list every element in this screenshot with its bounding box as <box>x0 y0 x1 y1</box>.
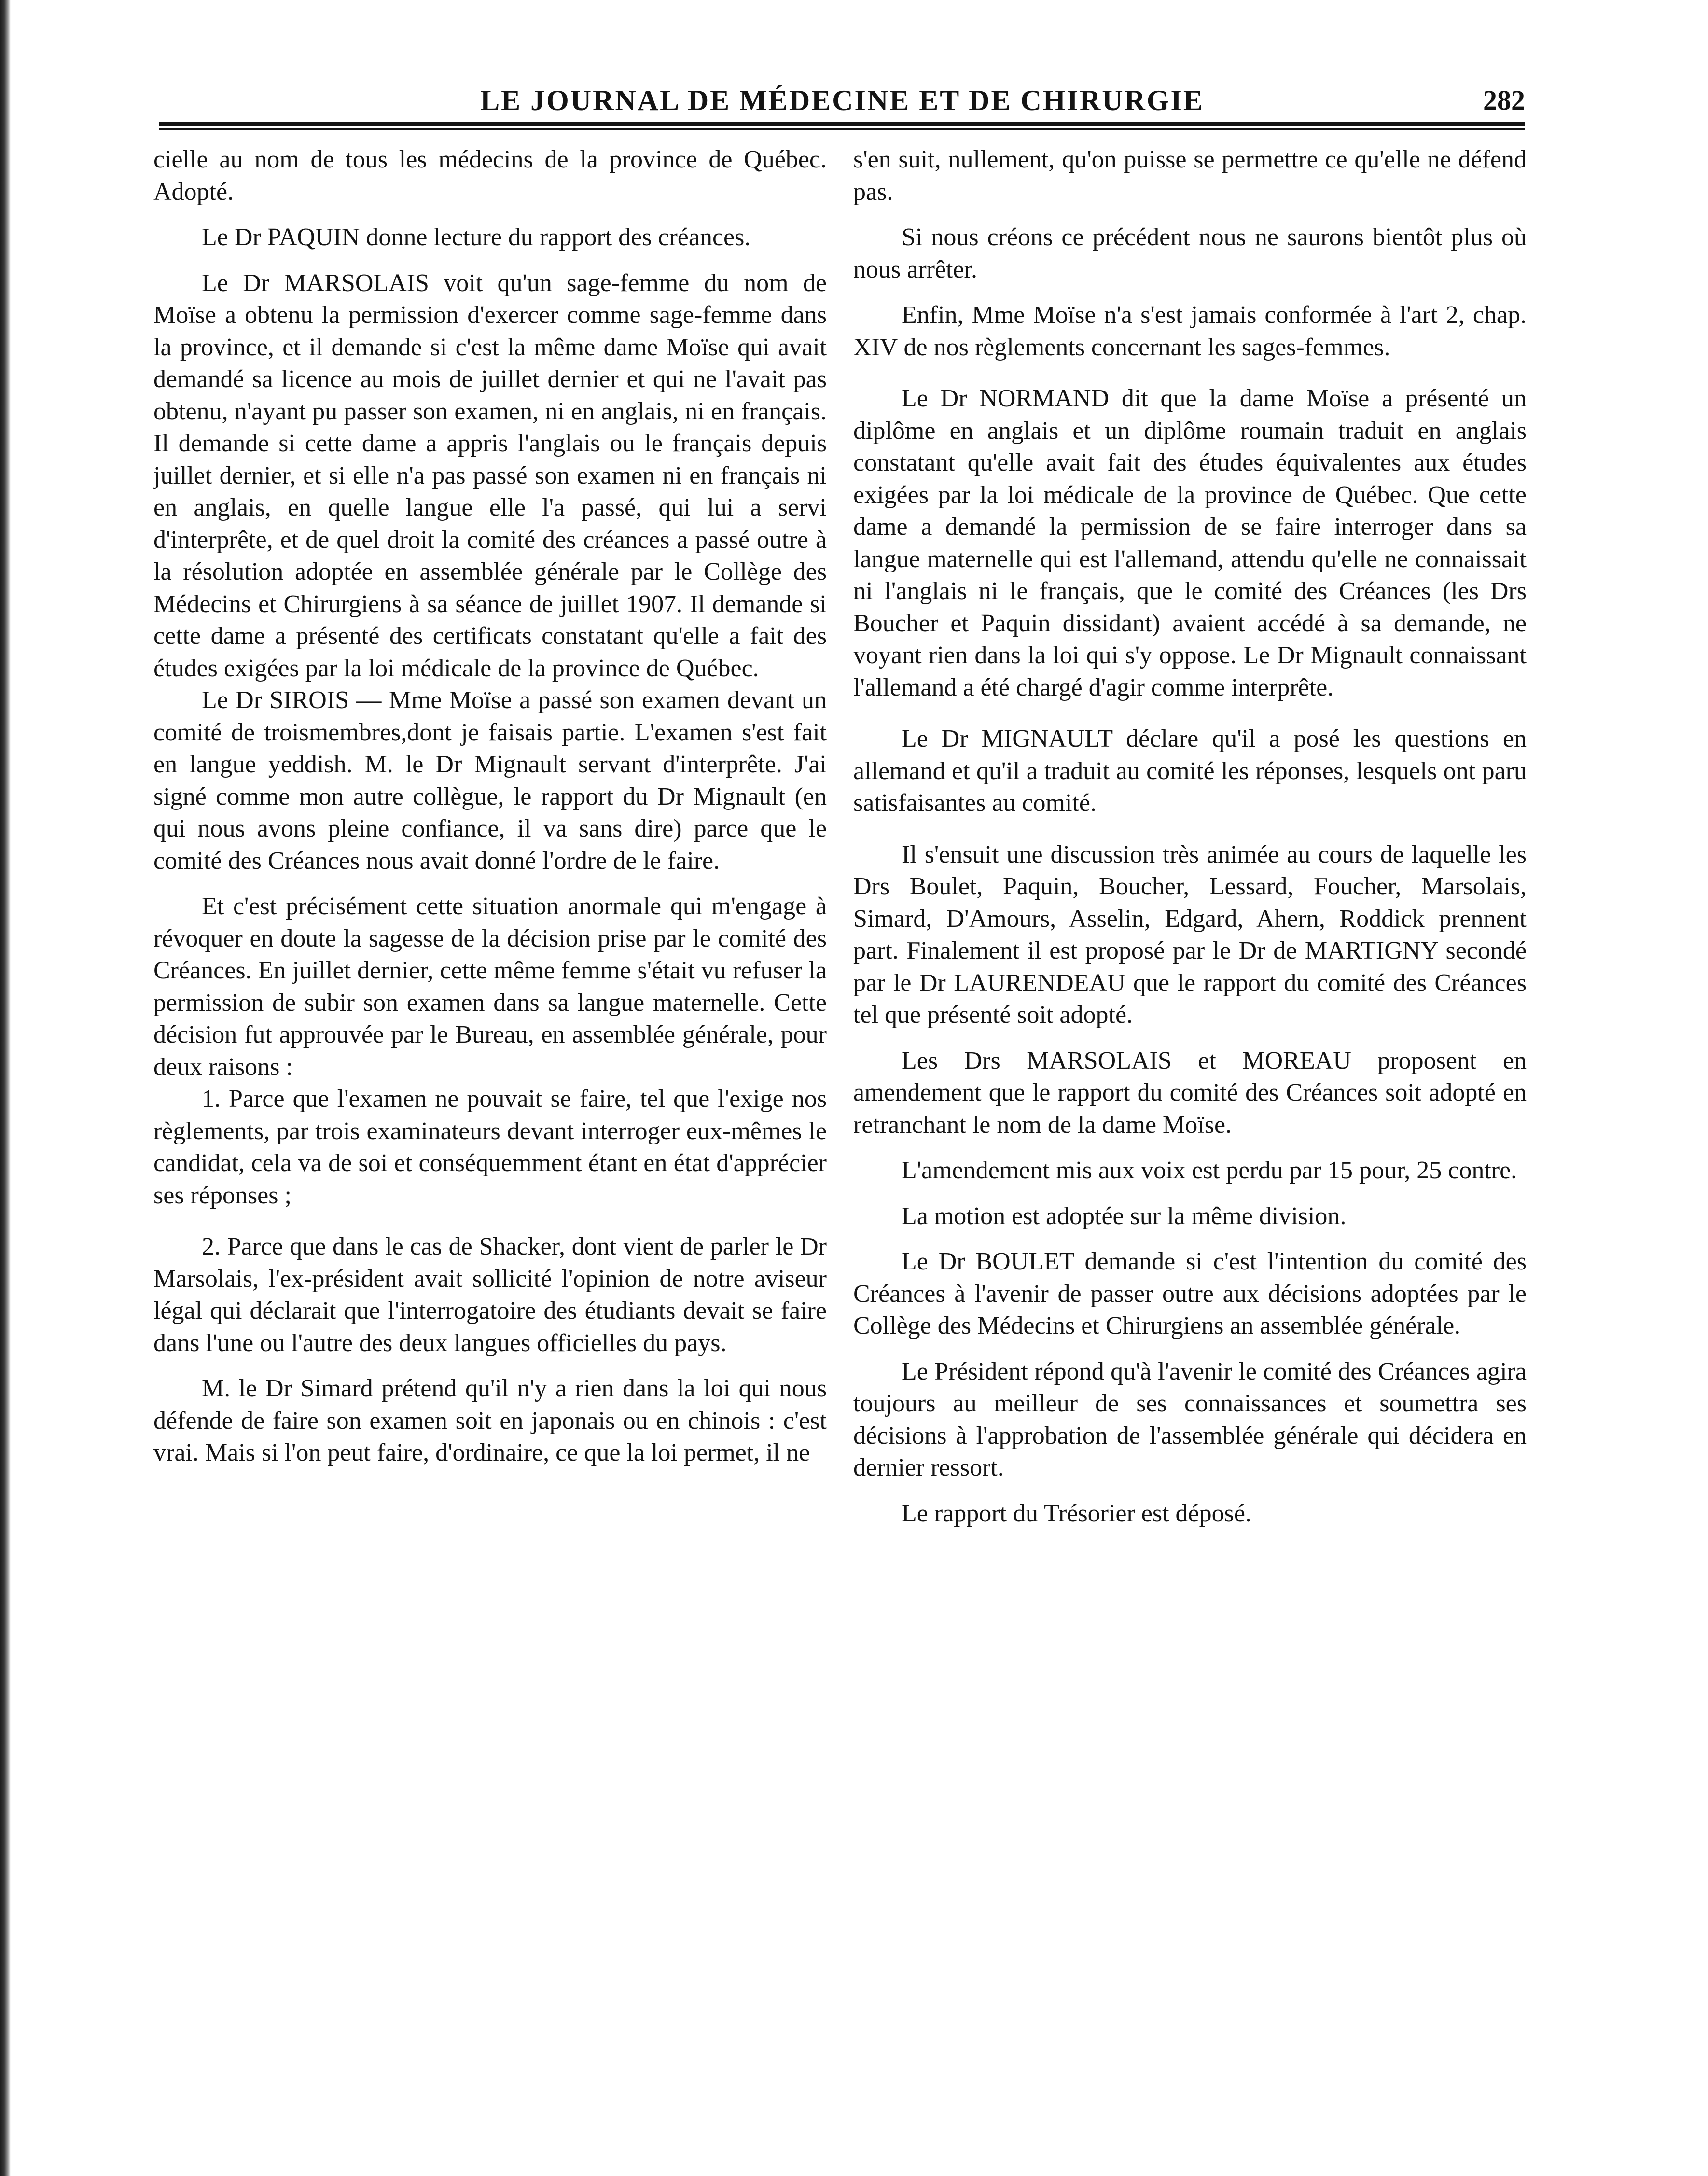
left-column <box>153 144 827 1469</box>
header-rule-thin <box>159 128 1525 130</box>
paragraph: Les Drs MARSOLAIS et MOREAU proposent en amendement que le rapport du comité des Créances soit adopté en retranchant le nom de la dame Moïse. <box>853 1046 1527 1139</box>
paragraph: Enfin, Mme Moïse n'a s'est jamais conformée à l'art 2, chap. XIV de nos règlements concernant les sages-femmes. <box>853 301 1527 361</box>
paragraph: Si nous créons ce précédent nous ne saurons bientôt plus où nous arrêter. <box>853 223 1527 283</box>
page-header <box>159 82 1525 135</box>
paragraph: L'amendement mis aux voix est perdu par 15 pour, 25 contre. <box>902 1157 1517 1184</box>
paragraph: 2. Parce que dans le cas de Shacker, dont vient de parler le Dr Marsolais, l'ex-président avait sollicité l'opinion de notre aviseur légal qui déclarait que l'interrogatoire des étudiants devait se faire dans l'une ou l'autre des deux langues officielles du pays. <box>153 1233 827 1357</box>
page-number: 282 <box>1483 84 1525 116</box>
header-rule-thick <box>159 122 1525 126</box>
paragraph: Le Président répond qu'à l'avenir le comité des Créances agira toujours au meilleur de ses connaissances et soumettra ses décisions à l'approbation de l'assemblée générale qui décidera en dernier ressort. <box>853 1357 1527 1481</box>
paragraph: Le Dr MARSOLAIS voit qu'un sage-femme du nom de Moïse a obtenu la permission d'exercer comme sage-femme dans la province, et il demande si c'est la même dame Moïse qui avait demandé sa licence au mois de juillet dernier et qui ne l'avait pas obtenu, n'ayant pu passer son examen, ni en anglais, ni en français. Il demande si cette dame a appris l'anglais ou le français depuis juillet dernier, et si elle n'a pas passé son examen ni en français ni en anglais, en quelle langue elle l'a passé, qui lui a servi d'interprête, et de quel droit la comité des créances a passé outre à la résolution adoptée en assemblée générale par le Collège des Médecins et Chirurgiens à sa séance de juillet 1907. Il demande si cette dame a présenté des certificats constatant qu'elle a fait des études exigées par la loi médicale de la province de Québec. <box>153 269 827 682</box>
paragraph: Le Dr MIGNAULT déclare qu'il a posé les questions en allemand et qu'il a traduit au comité les réponses, lesquels ont paru satisfaisantes au comité. <box>853 725 1527 817</box>
paragraph: Le Dr BOULET demande si c'est l'intention du comité des Créances à l'avenir de passer outre aux décisions adoptées par le Collège des Médecins et Chirurgiens an assemblée générale. <box>853 1248 1527 1339</box>
paragraph: Le Dr NORMAND dit que la dame Moïse a présenté un diplôme en anglais et un diplôme roumain traduit en anglais constatant qu'elle avait fait des études équivalentes aux études exigées par la loi médicale de la province de Québec. Que cette dame a demandé la permission de se faire interroger dans sa langue maternelle qui est l'allemand, attendu qu'elle ne connaissait ni l'anglais ni le français, que le comité des Créances (les Drs Boucher et Paquin dissidant) avaient accédé à sa demande, ne voyant rien dans la loi qui s'y oppose. Le Dr Mignault connaissant l'allemand a été chargé d'agir comme interprête. <box>853 385 1527 701</box>
paragraph: s'en suit, nullement, qu'on puisse se permettre ce qu'elle ne défend pas. <box>853 146 1527 206</box>
right-column <box>853 144 1527 1530</box>
paragraph: Le rapport du Trésorier est déposé. <box>902 1499 1251 1527</box>
paragraph: 1. Parce que l'examen ne pouvait se faire, tel que l'exige nos règlements, par trois examinateurs devant interroger eux-mêmes le candidat, cela va de soi et conséquemment étant en état d'apprécier ses réponses ; <box>153 1085 827 1209</box>
scan-binding-edge <box>0 0 11 2176</box>
paragraph: M. le Dr Simard prétend qu'il n'y a rien dans la loi qui nous défende de faire son examen soit en japonais ou en chinois : c'est vrai. Mais si l'on peut faire, d'ordinaire, ce que la loi permet, il ne <box>153 1375 827 1466</box>
paragraph: Il s'ensuit une discussion très animée au cours de laquelle les Drs Boulet, Paquin, Boucher, Lessard, Foucher, Marsolais, Simard, D'Amours, Asselin, Edgard, Ahern, Roddick prennent part. Finalement il est proposé par le Dr de MARTIGNY secondé par le Dr LAURENDEAU que le rapport du comité des Créances tel que présenté soit adopté. <box>853 840 1527 1029</box>
paragraph: cielle au nom de tous les médecins de la province de Québec. Adopté. <box>153 146 827 206</box>
running-title: LE JOURNAL DE MÉDECINE ET DE CHIRURGIE <box>480 84 1204 116</box>
paragraph: Le Dr SIROIS — Mme Moïse a passé son examen devant un comité de troismembres,dont je faisais partie. L'examen s'est fait en langue yeddish. M. le Dr Mignault servant d'interprête. J'ai signé comme mon autre collègue, le rapport du Dr Mignault (en qui nous avons pleine confiance, il va sans dire) parce que le comité des Créances nous avait donné l'ordre de le faire. <box>153 686 827 875</box>
paragraph: Le Dr PAQUIN donne lecture du rapport des créances. <box>202 223 751 251</box>
paragraph: La motion est adoptée sur la même division. <box>902 1202 1347 1230</box>
paragraph: Et c'est précisément cette situation anormale qui m'engage à révoquer en doute la sagesse de la décision prise par le comité des Créances. En juillet dernier, cette même femme s'était vu refuser la permission de subir son examen dans sa langue maternelle. Cette décision fut approuvée par le Bureau, en assemblée générale, pour deux raisons : <box>153 893 827 1081</box>
